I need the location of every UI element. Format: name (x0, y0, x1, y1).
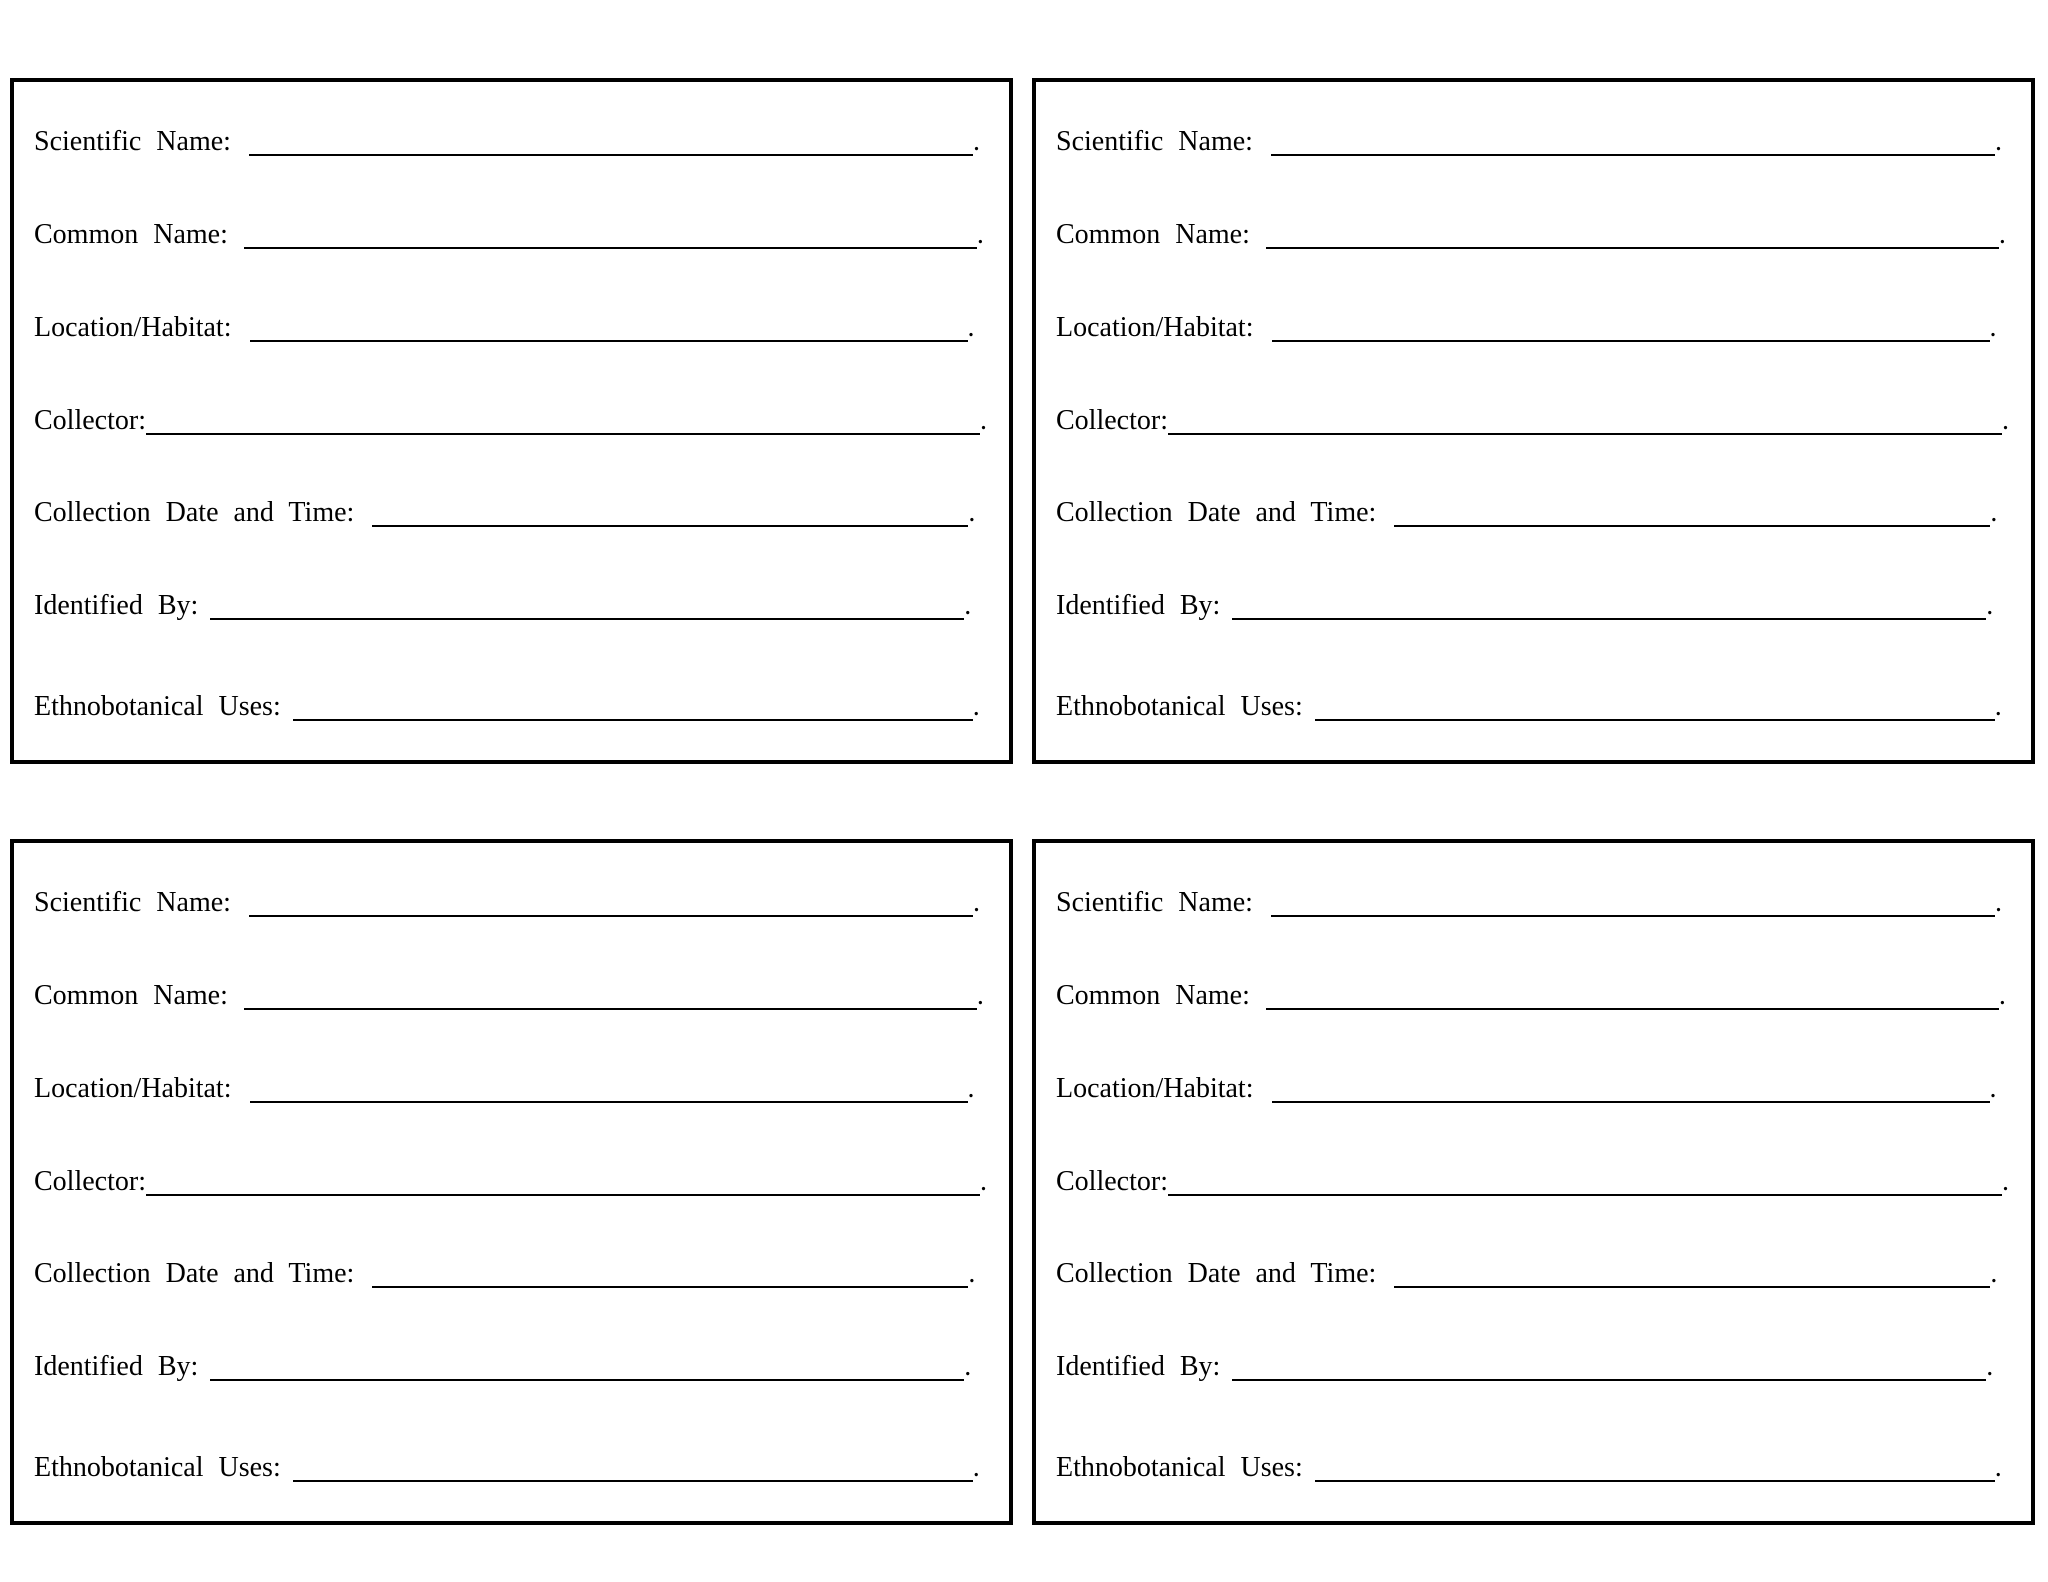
scientific-name-blank[interactable] (249, 126, 973, 156)
field-period: . (972, 126, 980, 157)
location-habitat-blank[interactable] (250, 312, 968, 342)
common-name-blank[interactable] (1266, 980, 1999, 1010)
field-period: . (1989, 312, 1997, 343)
field-label: Collector: (1056, 1166, 1168, 1197)
field-label: Scientific Name: (1056, 126, 1253, 157)
scientific-name-blank[interactable] (1271, 126, 1995, 156)
scientific-name-field (1056, 120, 2003, 160)
field-period: . (1986, 590, 1994, 621)
field-period: . (2001, 1166, 2009, 1197)
collection-date-time-field (34, 491, 976, 531)
field-period: . (968, 1258, 976, 1289)
ethnobotanical-uses-blank[interactable] (1315, 691, 1995, 721)
identified-by-blank[interactable] (210, 1351, 964, 1381)
field-period: . (979, 1166, 987, 1197)
field-label: Identified By: (34, 590, 199, 621)
field-label: Collection Date and Time: (1056, 1258, 1377, 1289)
field-period: . (1994, 887, 2002, 918)
identified-by-blank[interactable] (1232, 590, 1986, 620)
field-period: . (967, 1073, 975, 1104)
field-period: . (1989, 1073, 1997, 1104)
collector-field (1056, 1160, 2010, 1200)
common-name-blank[interactable] (1266, 219, 1999, 249)
field-period: . (2001, 405, 2009, 436)
field-label: Scientific Name: (34, 887, 231, 918)
common-name-field (1056, 213, 2007, 253)
field-period: . (964, 590, 972, 621)
field-period: . (1998, 980, 2006, 1011)
field-label: Location/Habitat: (34, 1073, 232, 1104)
field-label: Ethnobotanical Uses: (1056, 691, 1303, 722)
field-period: . (1990, 497, 1998, 528)
field-period: . (1994, 1452, 2002, 1483)
collection-date-time-blank[interactable] (1394, 1258, 1990, 1288)
location-habitat-field (34, 306, 976, 346)
field-label: Ethnobotanical Uses: (34, 1452, 281, 1483)
field-period: . (979, 405, 987, 436)
field-label: Identified By: (1056, 590, 1221, 621)
location-habitat-field (1056, 306, 1998, 346)
collector-blank[interactable] (146, 405, 980, 435)
collector-field (1056, 399, 2010, 439)
collection-date-time-field (1056, 491, 1998, 531)
field-label: Collection Date and Time: (34, 1258, 355, 1289)
field-label: Collection Date and Time: (34, 497, 355, 528)
location-habitat-blank[interactable] (250, 1073, 968, 1103)
field-label: Collector: (34, 405, 146, 436)
collector-blank[interactable] (1168, 405, 2002, 435)
field-label: Ethnobotanical Uses: (34, 691, 281, 722)
location-habitat-field (1056, 1067, 1998, 1107)
field-label: Ethnobotanical Uses: (1056, 1452, 1303, 1483)
location-habitat-field (34, 1067, 976, 1107)
common-name-field (34, 974, 985, 1014)
identified-by-field (1056, 584, 1994, 624)
common-name-field (34, 213, 985, 253)
identified-by-field (1056, 1345, 1994, 1385)
identified-by-blank[interactable] (1232, 1351, 1986, 1381)
field-label: Location/Habitat: (1056, 1073, 1254, 1104)
field-label: Identified By: (1056, 1351, 1221, 1382)
scientific-name-field (34, 881, 981, 921)
specimen-label-card (10, 78, 1013, 764)
identified-by-field (34, 1345, 972, 1385)
field-label: Common Name: (34, 219, 228, 250)
field-period: . (972, 691, 980, 722)
ethnobotanical-uses-blank[interactable] (293, 1452, 973, 1482)
scientific-name-field (1056, 881, 2003, 921)
field-label: Collector: (1056, 405, 1168, 436)
identified-by-blank[interactable] (210, 590, 964, 620)
identified-by-field (34, 584, 972, 624)
field-label: Identified By: (34, 1351, 199, 1382)
field-period: . (1994, 691, 2002, 722)
collector-field (34, 399, 988, 439)
ethnobotanical-uses-blank[interactable] (1315, 1452, 1995, 1482)
field-period: . (1986, 1351, 1994, 1382)
field-label: Common Name: (34, 980, 228, 1011)
field-period: . (1994, 126, 2002, 157)
field-period: . (964, 1351, 972, 1382)
field-label: Scientific Name: (34, 126, 231, 157)
field-label: Common Name: (1056, 980, 1250, 1011)
collection-date-time-blank[interactable] (1394, 497, 1990, 527)
collector-blank[interactable] (146, 1166, 980, 1196)
field-label: Common Name: (1056, 219, 1250, 250)
specimen-label-card (1032, 78, 2035, 764)
ethnobotanical-uses-field (34, 1446, 981, 1486)
collection-date-time-field (1056, 1252, 1998, 1292)
collection-date-time-field (34, 1252, 976, 1292)
field-period: . (967, 312, 975, 343)
field-label: Location/Habitat: (1056, 312, 1254, 343)
location-habitat-blank[interactable] (1272, 312, 1990, 342)
field-period: . (972, 1452, 980, 1483)
field-period: . (1998, 219, 2006, 250)
scientific-name-blank[interactable] (1271, 887, 1995, 917)
field-period: . (976, 980, 984, 1011)
location-habitat-blank[interactable] (1272, 1073, 1990, 1103)
common-name-field (1056, 974, 2007, 1014)
field-period: . (972, 887, 980, 918)
collector-blank[interactable] (1168, 1166, 2002, 1196)
ethnobotanical-uses-blank[interactable] (293, 691, 973, 721)
field-period: . (976, 219, 984, 250)
collection-date-time-blank[interactable] (372, 1258, 968, 1288)
ethnobotanical-uses-field (1056, 1446, 2003, 1486)
field-label: Collector: (34, 1166, 146, 1197)
scientific-name-blank[interactable] (249, 887, 973, 917)
collector-field (34, 1160, 988, 1200)
field-label: Location/Habitat: (34, 312, 232, 343)
collection-date-time-blank[interactable] (372, 497, 968, 527)
specimen-label-card (10, 839, 1013, 1525)
specimen-label-card (1032, 839, 2035, 1525)
common-name-blank[interactable] (244, 219, 977, 249)
common-name-blank[interactable] (244, 980, 977, 1010)
field-label: Scientific Name: (1056, 887, 1253, 918)
ethnobotanical-uses-field (34, 685, 981, 725)
ethnobotanical-uses-field (1056, 685, 2003, 725)
field-label: Collection Date and Time: (1056, 497, 1377, 528)
field-period: . (968, 497, 976, 528)
scientific-name-field (34, 120, 981, 160)
field-period: . (1990, 1258, 1998, 1289)
